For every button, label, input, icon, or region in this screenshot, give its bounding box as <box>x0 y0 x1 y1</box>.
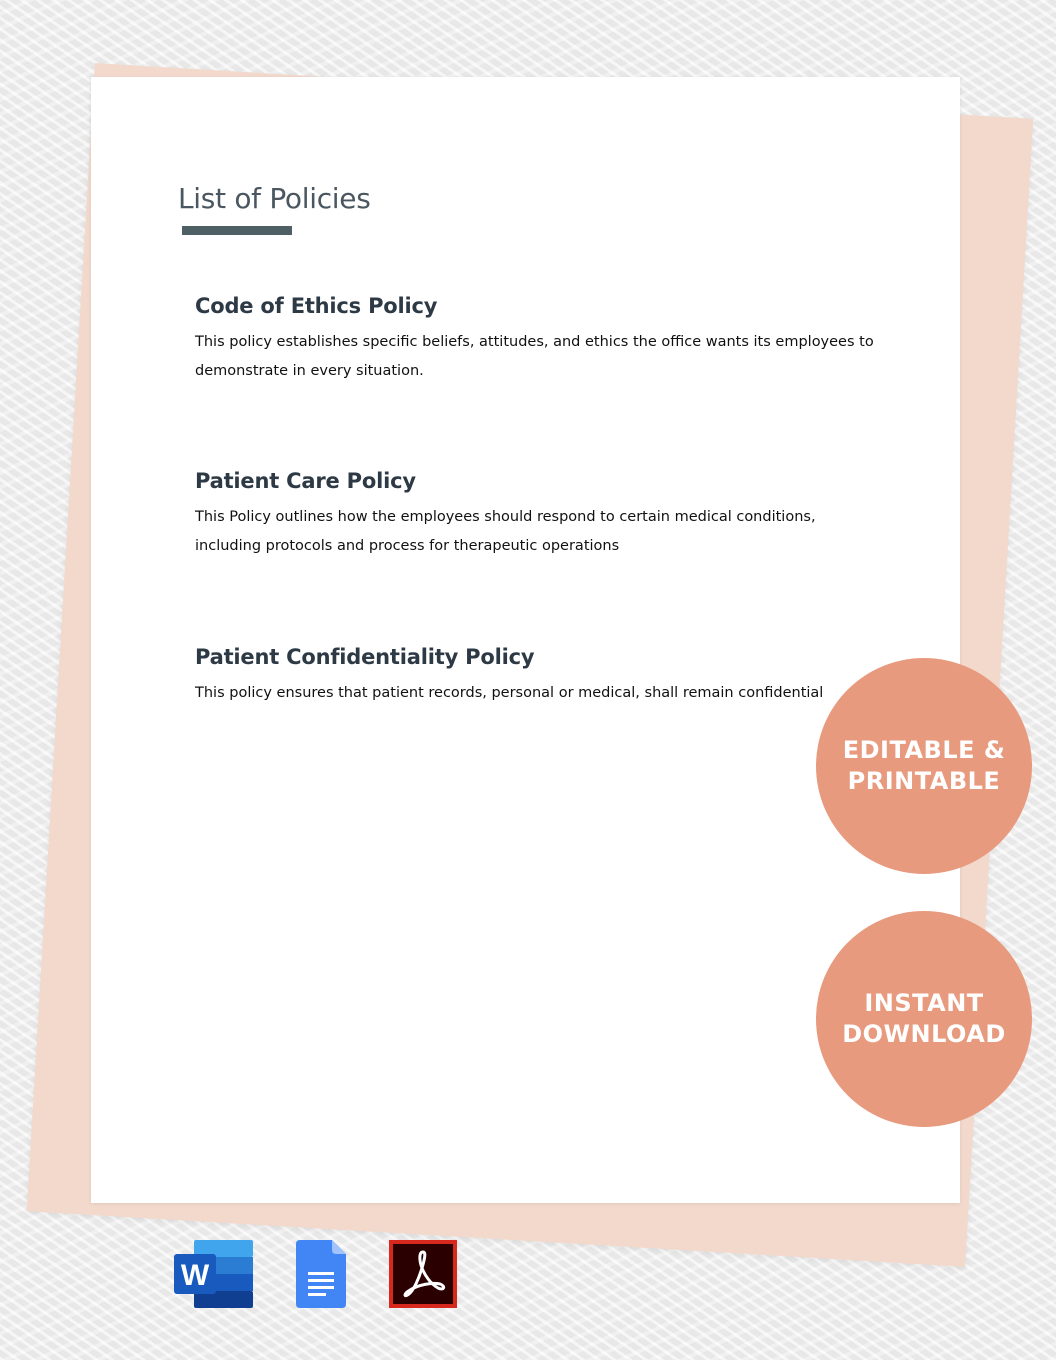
google-docs-icon[interactable] <box>296 1238 348 1310</box>
badge-line: INSTANT <box>864 989 984 1017</box>
policy-heading: Patient Confidentiality Policy <box>195 645 535 669</box>
policy-patient-care <box>195 469 895 561</box>
word-icon[interactable] <box>174 1238 254 1310</box>
policy-description <box>195 503 895 561</box>
title-underline <box>182 226 292 235</box>
description-line: This Policy outlines how the employees should respond to certain medical conditions, <box>195 509 816 525</box>
description-line: demonstrate in every situation. <box>195 363 424 379</box>
adobe-pdf-icon[interactable] <box>388 1238 458 1310</box>
instant-download-badge <box>816 911 1032 1127</box>
description-line: This policy establishes specific beliefs, attitudes, and ethics the office wants its employees to <box>195 334 874 350</box>
badge-line: DOWNLOAD <box>842 1020 1006 1048</box>
editable-printable-badge <box>816 658 1032 874</box>
badge-line: PRINTABLE <box>847 767 1001 795</box>
description-line: This policy ensures that patient records, personal or medical, shall remain confidential <box>195 685 824 701</box>
policy-description <box>195 679 895 708</box>
policy-patient-confidentiality <box>195 645 895 708</box>
badge-line: EDITABLE & <box>842 736 1006 764</box>
policy-heading: Patient Care Policy <box>195 469 416 493</box>
document-title: List of Policies <box>178 182 371 215</box>
word-letter: W <box>180 1259 210 1292</box>
policy-heading: Code of Ethics Policy <box>195 294 438 318</box>
description-line: including protocols and process for therapeutic operations <box>195 538 620 554</box>
policy-description <box>195 328 895 386</box>
policy-code-of-ethics <box>195 294 895 386</box>
